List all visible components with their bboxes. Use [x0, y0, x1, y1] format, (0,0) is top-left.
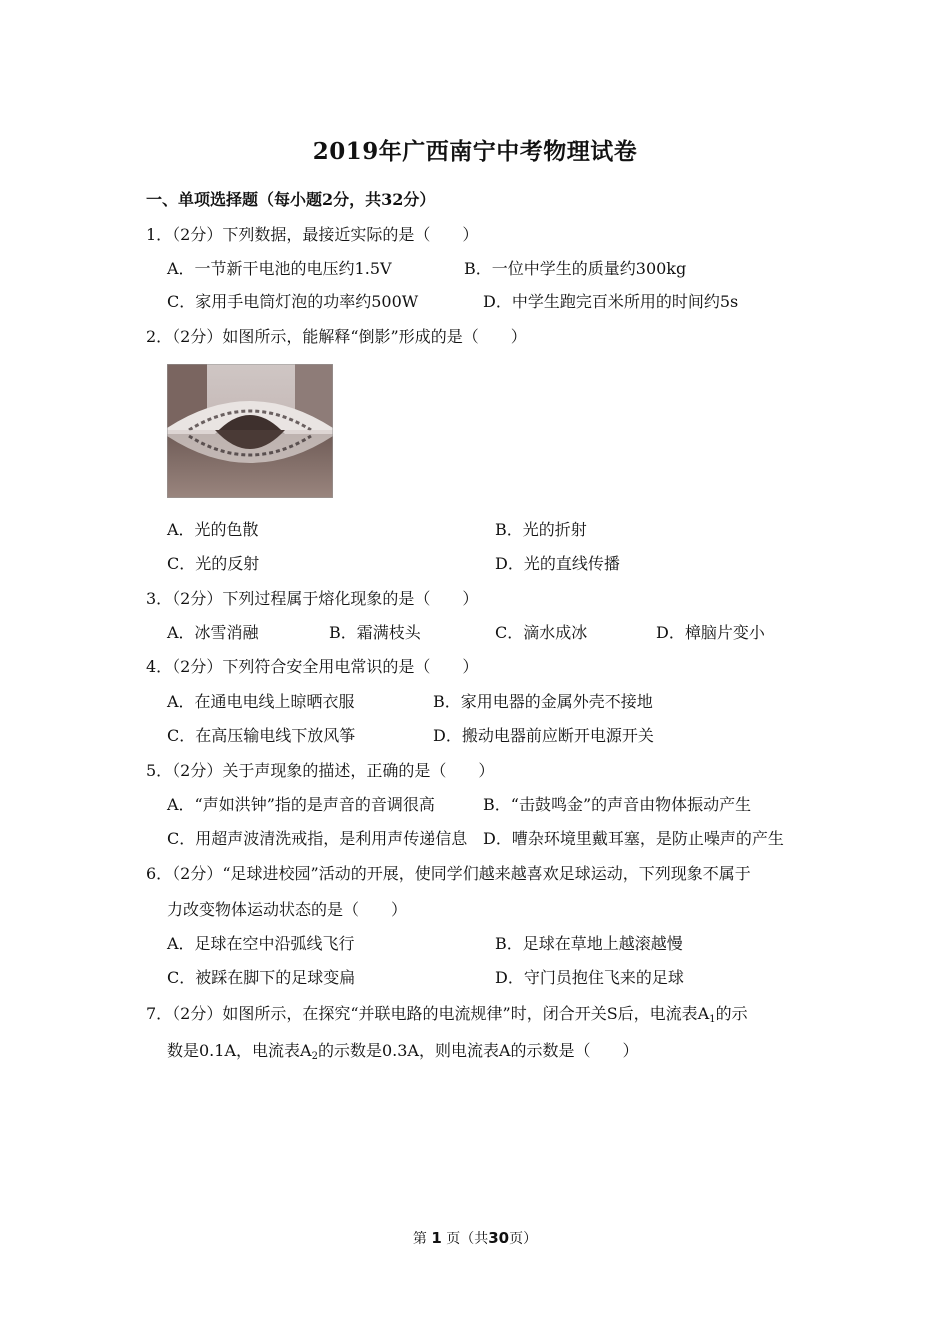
total-page-count: 30	[488, 1229, 510, 1247]
question-4-stem: 4．（2分）下列符合安全用电常识的是（ ）	[146, 657, 479, 676]
question-6-stem: 6．（2分）“足球进校园”活动的开展，使同学们越来越喜欢足球运动，下列现象不属于	[146, 864, 751, 883]
question-6-option-c: C．被踩在脚下的足球变扁	[167, 968, 356, 987]
question-4-option-c: C．在高压输电线下放风筝	[167, 726, 356, 745]
question-5-option-c: C．用超声波清洗戒指，是利用声传递信息	[167, 829, 468, 848]
question-3-option-c: C．滴水成冰	[495, 623, 588, 642]
bridge-reflection-image	[167, 364, 333, 498]
question-5-option-d: D．嘈杂环境里戴耳塞，是防止噪声的产生	[483, 829, 784, 848]
question-6-option-a: A．足球在空中沿弧线飞行	[167, 934, 355, 953]
question-5-stem: 5．（2分）关于声现象的描述，正确的是（ ）	[146, 761, 495, 780]
question-2-option-d: D．光的直线传播	[495, 554, 620, 573]
question-5-option-a: A．“声如洪钟”指的是声音的音调很高	[167, 795, 435, 814]
question-3-option-b: B．霜满枝头	[329, 623, 421, 642]
question-6-stem-continued: 力改变物体运动状态的是（ ）	[167, 900, 408, 919]
question-4-option-b: B．家用电器的金属外壳不接地	[433, 692, 653, 711]
bridge-reflection-photo	[167, 364, 333, 498]
question-1-option-b: B．一位中学生的质量约300kg	[464, 259, 687, 278]
question-7-stem-continued: 数是0.1A，电流表$A_2$的示数是0.3A，则电流表A的示数是（ ）	[167, 1041, 639, 1062]
question-6-option-b: B．足球在草地上越滚越慢	[495, 934, 683, 953]
question-3-option-a: A．冰雪消融	[167, 623, 259, 642]
question-7-stem: 7．（2分）如图所示，在探究“并联电路的电流规律”时，闭合开关S后，电流表$A_1$的示	[146, 1004, 748, 1025]
page-title: 2019年广西南宁中考物理试卷	[312, 138, 638, 165]
question-4-option-d: D．搬动电器前应断开电源开关	[433, 726, 654, 745]
section-heading: 一、单项选择题（每小题2分，共32分）	[146, 190, 436, 209]
page-footer: 第 1 页（共30页）	[412, 1229, 538, 1247]
question-2-stem: 2．（2分）如图所示，能解释“倒影”形成的是（ ）	[146, 327, 527, 346]
question-3-option-d: D．樟脑片变小	[656, 623, 765, 642]
question-6-option-d: D．守门员抱住飞来的足球	[495, 968, 684, 987]
question-1-option-d: D．中学生跑完百米所用的时间约5s	[483, 292, 739, 311]
question-1-stem: 1．（2分）下列数据，最接近实际的是（ ）	[146, 225, 479, 244]
question-2-option-a: A．光的色散	[167, 520, 259, 539]
question-5-option-b: B．“击鼓鸣金”的声音由物体振动产生	[483, 795, 752, 814]
question-2-option-c: C．光的反射	[167, 554, 260, 573]
question-1-option-a: A．一节新干电池的电压约1.5V	[167, 259, 392, 278]
question-3-stem: 3．（2分）下列过程属于熔化现象的是（ ）	[146, 589, 479, 608]
question-1-option-c: C．家用手电筒灯泡的功率约500W	[167, 292, 419, 311]
question-2-option-b: B．光的折射	[495, 520, 587, 539]
current-page-number: 1	[431, 1229, 442, 1247]
question-4-option-a: A．在通电电线上晾晒衣服	[167, 692, 355, 711]
